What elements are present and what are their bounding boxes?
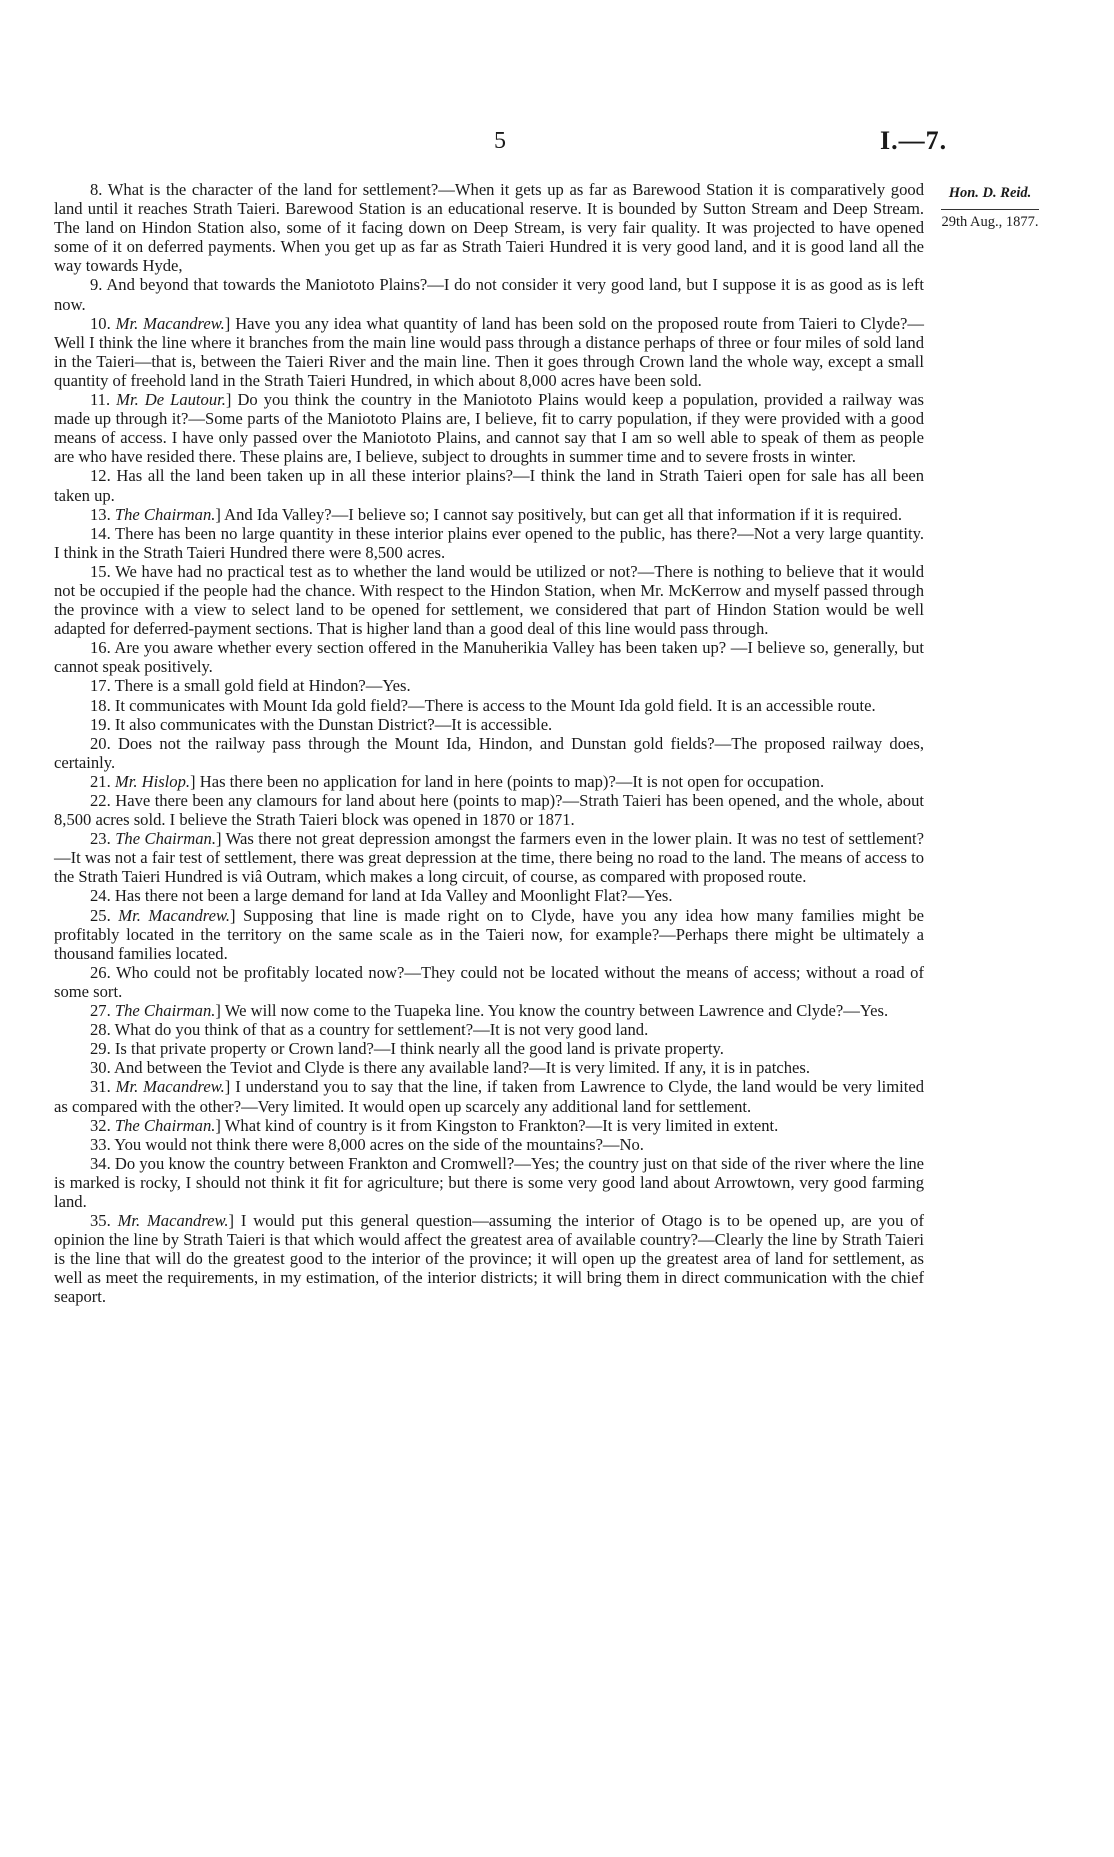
speaker-name: The Chairman. [114, 504, 216, 524]
page-number: 5 [494, 128, 506, 154]
question-paragraph [54, 963, 924, 1001]
speaker-name: Mr. Macandrew. [115, 313, 225, 333]
paragraph-text-continued: ] We will now come to the Tuapeka line. You know the country between Lawrence and Clyde?—Yes. [215, 1001, 889, 1021]
paragraph-text: 24. Has there not been a large demand for land at Ida Valley and Moonlight Flat?—Yes. [90, 886, 673, 906]
speaker-name: The Chairman. [115, 829, 216, 849]
paragraph-text-continued: ] Supposing that line is made right on to Clyde, have you any idea how many families might be profitably located in the territory on the same scale as in the Taieri now, for example?—Perhaps there might be ultimately a thousand families located. [54, 905, 925, 963]
paragraph-text: 13. [90, 504, 115, 524]
paragraph-text: 34. Do you know the country between Frankton and Cromwell?—Yes; the country just on that side of the river where the line is marked is rocky, I should not think it fit for agriculture; but there is some very good land about Arrowtown, very good farming land. [54, 1153, 924, 1211]
paragraph-text: 18. It communicates with Mount Ida gold field?—There is access to the Mount Ida gold field. It is an accessible route. [90, 695, 876, 715]
paragraph-text: 35. [90, 1211, 118, 1231]
question-paragraph [54, 906, 924, 963]
question-paragraph [54, 638, 924, 676]
question-paragraph [54, 734, 924, 772]
paragraph-text: 17. There is a small gold field at Hindon?—Yes. [90, 676, 411, 696]
question-paragraph [54, 1001, 924, 1020]
question-paragraph [54, 1211, 924, 1306]
paragraph-text: 15. We have had no practical test as to whether the land would be utilized or not?—There is nothing to believe that it would not be occupied if the people had the chance. With respect to the Hindon Station, when Mr. McKerrow and myself passed through the province with a view to select land to be opened for settlement, we considered that part of Hindon Station would be well adapted for deferred-payment sections. That is higher land than a good deal of this line would pass through. [54, 561, 924, 639]
question-paragraph [54, 314, 924, 390]
question-paragraph [54, 1135, 924, 1154]
paragraph-text: 26. Who could not be profitably located now?—They could not be located without the means of access; without a road of some sort. [54, 962, 924, 1001]
speaker-name: The Chairman. [114, 1001, 216, 1021]
paragraph-text-continued: ] Do you think the country in the Maniototo Plains would keep a population, provided a railway was made up through it?—Some parts of the Maniototo Plains are, I believe, fit to carry population, if they were provided with a good means of access. I have only passed over the Maniototo Plains, and cannot say that I am so well able to speak of them as people are who have resided there. These plains are, I believe, subject to droughts in summer time and to severe frosts in winter. [54, 390, 924, 467]
paragraph-text-continued: ] What kind of country is it from Kingston to Frankton?—It is very limited in extent. [215, 1115, 779, 1135]
speaker-name: Mr. De Lautour. [116, 390, 226, 410]
question-paragraph [54, 275, 924, 313]
question-paragraph [54, 505, 924, 524]
paragraph-text: 14. There has been no large quantity in these interior plains ever opened to the public, has there?—Not a very large quantity. I think in the Strath Taieri Hundred there were 8,500 acres. [54, 523, 924, 562]
body-text [54, 180, 924, 1307]
paragraph-text: 32. [90, 1115, 115, 1135]
paragraph-text: 23. [90, 829, 116, 849]
witness-name: Hon. D. Reid. [948, 185, 1032, 201]
document-reference: I.—7. [880, 126, 948, 155]
paragraph-text: 19. It also communicates with the Dunstan District?—It is accessible. [90, 714, 553, 734]
paragraph-text: 27. [90, 1001, 115, 1021]
question-paragraph [54, 524, 924, 562]
question-paragraph [54, 772, 924, 791]
paragraph-text-continued: ] Has there been no application for land in here (points to map)?—It is not open for occupation. [190, 771, 825, 791]
paragraph-text: 30. And between the Teviot and Clyde is there any available land?—It is very limited. If any, it is in patches. [90, 1058, 811, 1078]
speaker-name: Mr. Macandrew. [115, 1077, 225, 1097]
paragraph-text: 12. Has all the land been taken up in all these interior plains?—I think the land in Strath Taieri open for sale has all been taken up. [54, 466, 924, 505]
paragraph-text: 22. Have there been any clamours for land about here (points to map)?—Strath Taieri has been opened, and the whole, about 8,500 acres sold. I believe the Strath Taieri block was opened in 1870 or 1871. [54, 791, 924, 830]
question-paragraph [54, 791, 924, 829]
paragraph-text: 20. Does not the railway pass through the Mount Ida, Hindon, and Dunstan gold fields?—The proposed railway does, certainly. [54, 733, 924, 772]
question-paragraph [54, 676, 924, 695]
paragraph-text-continued: ] Have you any idea what quantity of land has been sold on the proposed route from Taieri to Clyde?—Well I think the line where it branches from the main line would pass through a distance perhaps of three or four miles of sold land in the Taieri—that is, between the Taieri River and the main line. Then it goes through Crown land the whole way, except a small quantity of freehold land in the Strath Taieri Hundred, in which about 8,000 acres have been sold. [54, 313, 925, 390]
paragraph-text: 31. [90, 1077, 116, 1097]
question-paragraph [54, 1058, 924, 1077]
question-paragraph [54, 1077, 924, 1115]
question-paragraph [54, 1116, 924, 1135]
question-paragraph [54, 829, 924, 886]
speaker-name: Mr. Hislop. [114, 771, 191, 791]
paragraph-text: 25. [90, 905, 119, 925]
question-paragraph [54, 1039, 924, 1058]
paragraph-text: 16. Are you aware whether every section offered in the Manuherikia Valley has been taken up? —I believe so, generally, but cannot speak positively. [54, 638, 924, 677]
question-paragraph [54, 1020, 924, 1039]
margin-note [930, 183, 1050, 232]
paragraph-text: 8. What is the character of the land for settlement?—When it gets up as far as Barewood Station it is comparatively good land until it reaches Strath Taieri. Barewood Station is an educational reserve. It is bounded by Sutton Stream and Deep Stream. The land on Hindon Station also, some of it facing down on Deep Stream, is very fair quality. It was projected to have opened some of it on deferred payments. When you get up as far as Strath Taieri Hundred it is very good land, and it is good land all the way towards Hyde, [54, 180, 924, 276]
question-paragraph [54, 562, 924, 638]
paragraph-text: 9. And beyond that towards the Maniototo Plains?—I do not consider it very good land, but I suppose it is as good as is left now. [54, 275, 924, 314]
witness-date: 29th Aug., 1877. [941, 209, 1038, 232]
question-paragraph [54, 390, 924, 466]
speaker-name: The Chairman. [114, 1115, 216, 1135]
question-paragraph [54, 715, 924, 734]
question-paragraph [54, 886, 924, 905]
paragraph-text: 33. You would not think there were 8,000 acres on the side of the mountains?—No. [90, 1134, 644, 1154]
paragraph-text: 21. [90, 771, 115, 791]
paragraph-text-continued: ] Was there not great depression amongst the farmers even in the lower plain. It was no test of settlement?—It was not a fair test of settlement, there was great depression at the time, there being no road to the land. The means of access to the Strath Taieri Hundred is viâ Outram, which makes a long circuit, of course, as compared with proposed route. [54, 829, 924, 887]
paragraph-text-continued: ] I understand you to say that the line, if taken from Lawrence to Clyde, the land would be very limited as compared with the other?—Very limited. It would open up scarcely any additional land for settlement. [54, 1077, 924, 1116]
paragraph-text: 10. [90, 313, 116, 333]
question-paragraph [54, 180, 924, 275]
question-paragraph [54, 696, 924, 715]
question-paragraph [54, 1154, 924, 1211]
paragraph-text: 29. Is that private property or Crown land?—I think nearly all the good land is private property. [90, 1039, 724, 1059]
speaker-name: Mr. Macandrew. [118, 905, 231, 925]
paragraph-text: 11. [90, 390, 117, 410]
speaker-name: Mr. Macandrew. [117, 1211, 229, 1231]
paragraph-text: 28. What do you think of that as a country for settlement?—It is not very good land. [90, 1020, 649, 1040]
paragraph-text-continued: ] And Ida Valley?—I believe so; I cannot say positively, but can get all that information if it is required. [215, 504, 903, 524]
paragraph-text-continued: ] I would put this general question—assuming the interior of Otago is to be opened up, are you of opinion the line by Strath Taieri is that which would affect the greatest area of available country?—Clearly the line by Strath Taieri is the line that will do the greatest good to the interior of the province; it will open up the greatest area of land for settlement, as well as meet the requirements, in my estimation, of the interior districts; it will bring them in direct communication with the chief seaport. [54, 1211, 925, 1307]
question-paragraph [54, 466, 924, 504]
